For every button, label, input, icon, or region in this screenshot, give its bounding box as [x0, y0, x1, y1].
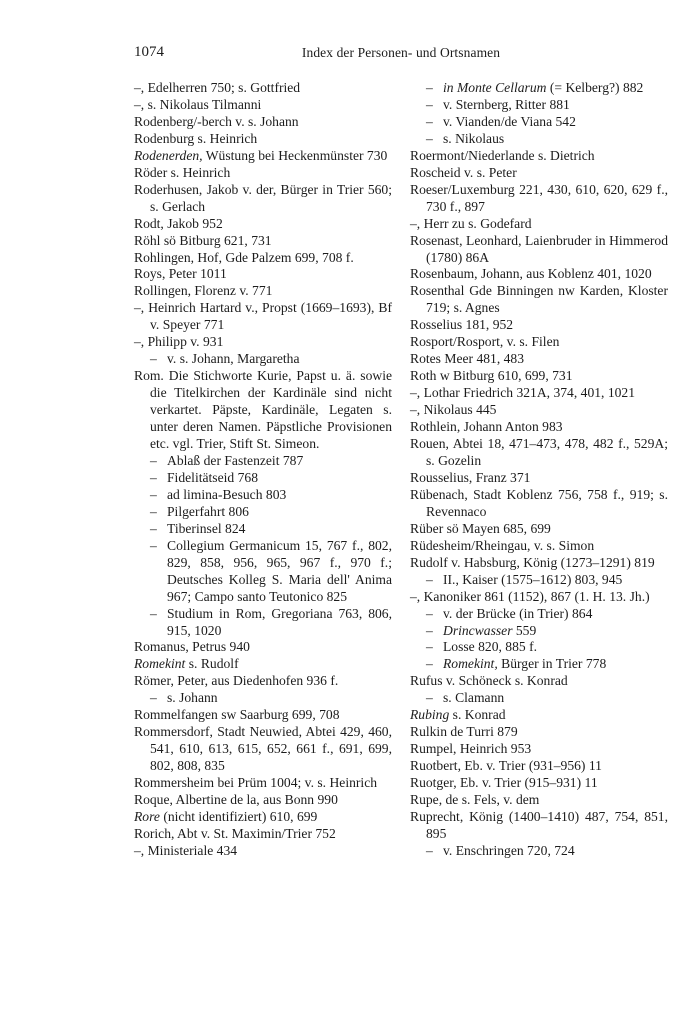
entry-text: Röder s. Heinrich: [134, 164, 231, 180]
index-entry: [134, 487, 392, 504]
sub-entry-dash: –: [150, 605, 157, 621]
index-entry: [410, 673, 668, 690]
index-entry: [134, 283, 392, 300]
entry-text: s. Clamann: [443, 690, 505, 706]
entry-text: Rodt, Jakob 952: [134, 215, 223, 231]
sub-entry-dash: –: [426, 571, 433, 587]
entry-text: Ruotger, Eb. v. Trier (915–931) 11: [410, 775, 598, 791]
entry-text: Rumpel, Heinrich 953: [410, 741, 532, 757]
index-entry: [134, 368, 392, 453]
page-number: 1074: [134, 44, 164, 60]
index-column-right: [410, 80, 668, 860]
index-entry: [410, 639, 668, 656]
sub-entry-dash: –: [150, 486, 157, 502]
entry-text: v. Enschringen 720, 724: [443, 842, 575, 858]
index-entry: [410, 351, 668, 368]
sub-entry-dash: –: [150, 690, 157, 706]
entry-text: ad limina-Besuch 803: [167, 486, 287, 502]
entry-text: Romanus, Petrus 940: [134, 639, 250, 655]
index-entry: [410, 538, 668, 555]
index-entry: [134, 690, 392, 707]
index-entry: [410, 80, 668, 97]
index-entry: [410, 589, 668, 606]
entry-text: s. Johann: [167, 690, 218, 706]
sub-entry-dash: –: [426, 842, 433, 858]
entry-text: Rom. Die Stichworte Kurie, Papst u. ä. sowie die Titelkirchen der Kardinäle sind nicht verkartet. Päpste, Kardinäle, Legaten s. unter deren Namen. Päpstliche Provisionen etc. vgl. Trier, Stift St. Simeon.: [134, 368, 392, 452]
entry-text: Rollingen, Florenz v. 771: [134, 283, 273, 299]
entry-text: Ruprecht, König (1400–1410) 487, 754, 851, 895: [410, 808, 668, 841]
index-entry: [410, 283, 668, 317]
index-entry: [134, 216, 392, 233]
entry-text: (= Kelberg?) 882: [546, 80, 644, 95]
index-entry: [134, 809, 392, 826]
entry-text: Roque, Albertine de la, aus Bonn 990: [134, 792, 338, 808]
entry-text: s. Rudolf: [185, 656, 239, 672]
index-entry: [134, 606, 392, 640]
entry-text: v. der Brücke (in Trier) 864: [443, 605, 593, 621]
entry-italic-text: Romekint,: [443, 656, 498, 672]
sub-entry-dash: –: [150, 520, 157, 536]
entry-text: 559: [512, 622, 537, 638]
entry-text: Rouen, Abtei 18, 471–473, 478, 482 f., 529A; s. Gozelin: [410, 436, 668, 468]
index-entry: [410, 843, 668, 860]
entry-text: Wüstung bei Heckenmünster 730: [202, 147, 388, 163]
sub-entry-dash: –: [426, 690, 433, 706]
page-header: [134, 44, 668, 66]
index-entry: [134, 165, 392, 182]
index-entry: [410, 521, 668, 538]
index-entry: [410, 724, 668, 741]
entry-text: s. Nikolaus: [443, 130, 505, 146]
index-entry: [410, 436, 668, 470]
entry-text: Roscheid v. s. Peter: [410, 164, 517, 180]
index-entry: [134, 639, 392, 656]
entry-text: Roeser/Luxemburg 221, 430, 610, 620, 629 f., 730 f., 897: [410, 181, 668, 214]
index-entry: [134, 233, 392, 250]
sub-entry-dash: –: [150, 469, 157, 485]
entry-text: Rommersdorf, Stadt Neuwied, Abtei 429, 460, 541, 610, 613, 615, 652, 661 f., 691, 699, 802, 808, 835: [134, 724, 392, 774]
entry-text: Roth w Bitburg 610, 699, 731: [410, 368, 573, 384]
index-entry: [410, 775, 668, 792]
entry-text: –, Heinrich Hartard v., Propst (1669–1693), Bf v. Speyer 771: [134, 300, 392, 333]
index-entry: [134, 724, 392, 775]
index-entry: [134, 504, 392, 521]
index-entry: [134, 148, 392, 165]
entry-text: Roderhusen, Jakob v. der, Bürger in Trier 560; s. Gerlach: [134, 181, 392, 214]
index-entry: [134, 300, 392, 334]
index-entry: [134, 131, 392, 148]
entry-text: Rübenach, Stadt Koblenz 756, 758 f., 919; s. Revennaco: [410, 486, 668, 519]
index-entry: [410, 470, 668, 487]
entry-italic-text: Rubing: [410, 707, 450, 723]
index-entry: [134, 470, 392, 487]
entry-text: Rüdesheim/Rheingau, v. s. Simon: [410, 537, 595, 553]
entry-text: Studium in Rom, Gregoriana 763, 806, 915, 1020: [167, 605, 392, 638]
index-entry: [134, 182, 392, 216]
sub-entry-dash: –: [426, 113, 433, 129]
entry-text: v. Sternberg, Ritter 881: [443, 96, 570, 112]
index-entry: [410, 385, 668, 402]
index-column-left: [134, 80, 392, 860]
entry-text: –, s. Nikolaus Tilmanni: [134, 96, 262, 112]
entry-text: Rorich, Abt v. St. Maximin/Trier 752: [134, 825, 336, 841]
index-entry: [410, 690, 668, 707]
entry-italic-text: Rodenerden,: [134, 147, 203, 163]
index-entry: [410, 419, 668, 436]
entry-text: Römer, Peter, aus Diedenhofen 936 f.: [134, 673, 339, 689]
index-entry: [134, 97, 392, 114]
index-entry: [134, 266, 392, 283]
index-entry: [134, 250, 392, 267]
entry-text: –, Philipp v. 931: [134, 334, 224, 350]
entry-text: Rohlingen, Hof, Gde Palzem 699, 708 f.: [134, 249, 354, 265]
running-title: Index der Personen- und Ortsnamen: [301, 45, 501, 60]
sub-entry-dash: –: [426, 130, 433, 146]
index-entry: [410, 165, 668, 182]
index-entry: [410, 656, 668, 673]
entry-text: Bürger in Trier 778: [497, 656, 607, 672]
index-entry: [410, 792, 668, 809]
index-entry: [410, 402, 668, 419]
entry-text: Tiberinsel 824: [167, 520, 246, 536]
entry-text: II., Kaiser (1575–1612) 803, 945: [443, 571, 623, 587]
sub-entry-dash: –: [426, 639, 433, 655]
sub-entry-dash: –: [150, 503, 157, 519]
sub-entry-dash: –: [150, 452, 157, 468]
entry-text: –, Herr zu s. Godefard: [410, 215, 532, 231]
index-entry: [134, 351, 392, 368]
index-entry: [410, 182, 668, 216]
entry-text: v. Vianden/de Viana 542: [443, 113, 576, 129]
entry-text: Rosselius 181, 952: [410, 317, 514, 333]
index-entry: [410, 368, 668, 385]
entry-text: (nicht identifiziert) 610, 699: [159, 808, 318, 824]
sub-entry-dash: –: [150, 351, 157, 367]
entry-text: –, Nikolaus 445: [410, 402, 497, 418]
index-entry: [410, 572, 668, 589]
sub-entry-dash: –: [426, 605, 433, 621]
sub-entry-dash: –: [426, 622, 433, 638]
entry-text: Rupe, de s. Fels, v. dem: [410, 792, 540, 808]
entry-text: Rosenast, Leonhard, Laienbruder in Himmerod (1780) 86A: [410, 232, 668, 265]
index-entry: [410, 216, 668, 233]
index-entry: [410, 131, 668, 148]
entry-italic-text: Rore: [134, 808, 160, 824]
entry-italic-text: Romekint: [134, 656, 186, 672]
index-entry: [134, 775, 392, 792]
index-entry: [410, 758, 668, 775]
entry-text: s. Konrad: [449, 707, 506, 723]
entry-text: Rotes Meer 481, 483: [410, 351, 525, 367]
sub-entry-dash: –: [426, 96, 433, 112]
entry-text: Pilgerfahrt 806: [167, 503, 249, 519]
index-entry: [410, 809, 668, 843]
index-entry: [410, 623, 668, 640]
entry-text: Rommelfangen sw Saarburg 699, 708: [134, 707, 340, 723]
index-entry: [410, 707, 668, 724]
index-entry: [410, 741, 668, 758]
entry-text: v. s. Johann, Margaretha: [167, 351, 300, 367]
index-entry: [410, 266, 668, 283]
entry-text: Losse 820, 885 f.: [443, 639, 538, 655]
entry-text: Rüber sö Mayen 685, 699: [410, 520, 551, 536]
index-entry: [134, 453, 392, 470]
index-entry: [410, 606, 668, 623]
index-entry: [134, 707, 392, 724]
index-entry: [134, 673, 392, 690]
entry-text: Fidelitätseid 768: [167, 469, 258, 485]
entry-text: –, Kanoniker 861 (1152), 867 (1. H. 13. Jh.): [410, 588, 650, 604]
index-entry: [134, 334, 392, 351]
index-entry: [134, 538, 392, 606]
entry-text: –, Ministeriale 434: [134, 842, 238, 858]
sub-entry-dash: –: [426, 80, 433, 95]
entry-text: Rufus v. Schöneck s. Konrad: [410, 673, 568, 689]
entry-text: Ablaß der Fastenzeit 787: [167, 452, 304, 468]
entry-text: Rodenburg s. Heinrich: [134, 130, 258, 146]
index-entry: [134, 656, 392, 673]
entry-text: –, Lothar Friedrich 321A, 374, 401, 1021: [410, 385, 636, 401]
entry-italic-text: Drincwasser: [443, 622, 513, 638]
index-entry: [410, 334, 668, 351]
index-entry: [410, 233, 668, 267]
entry-text: Rommersheim bei Prüm 1004; v. s. Heinrich: [134, 775, 378, 791]
entry-text: Rulkin de Turri 879: [410, 724, 518, 740]
index-entry: [134, 80, 392, 97]
entry-text: Collegium Germanicum 15, 767 f., 802, 829, 858, 956, 965, 967 f., 970 f.; Deutsches Kolleg S. Maria dell' Anima 967; Campo santo Teutonico 825: [167, 537, 392, 604]
index-entry: [410, 555, 668, 572]
entry-text: Rosenthal Gde Binningen nw Karden, Kloster 719; s. Agnes: [410, 283, 668, 316]
entry-text: Rousselius, Franz 371: [410, 469, 531, 485]
entry-text: –, Edelherren 750; s. Gottfried: [134, 80, 301, 95]
index-entry: [410, 114, 668, 131]
entry-text: Ruotbert, Eb. v. Trier (931–956) 11: [410, 758, 602, 774]
entry-text: Rothlein, Johann Anton 983: [410, 419, 563, 435]
entry-text: Roys, Peter 1011: [134, 266, 227, 282]
index-entry: [134, 826, 392, 843]
entry-text: Roermont/Niederlande s. Dietrich: [410, 147, 595, 163]
index-entry: [134, 843, 392, 860]
entry-text: Rosport/Rosport, v. s. Filen: [410, 334, 560, 350]
sub-entry-dash: –: [150, 537, 157, 553]
entry-text: Rudolf v. Habsburg, König (1273–1291) 819: [410, 554, 655, 570]
index-entry: [410, 487, 668, 521]
index-entry: [410, 97, 668, 114]
index-entry: [134, 114, 392, 131]
index-entry: [410, 148, 668, 165]
index-entry: [134, 521, 392, 538]
index-entry: [410, 317, 668, 334]
sub-entry-dash: –: [426, 656, 433, 672]
entry-text: Röhl sö Bitburg 621, 731: [134, 232, 272, 248]
entry-italic-text: in Monte Cellarum: [443, 80, 547, 95]
entry-text: Rosenbaum, Johann, aus Koblenz 401, 1020: [410, 266, 652, 282]
entry-text: Rodenberg/-berch v. s. Johann: [134, 113, 299, 129]
index-entry: [134, 792, 392, 809]
